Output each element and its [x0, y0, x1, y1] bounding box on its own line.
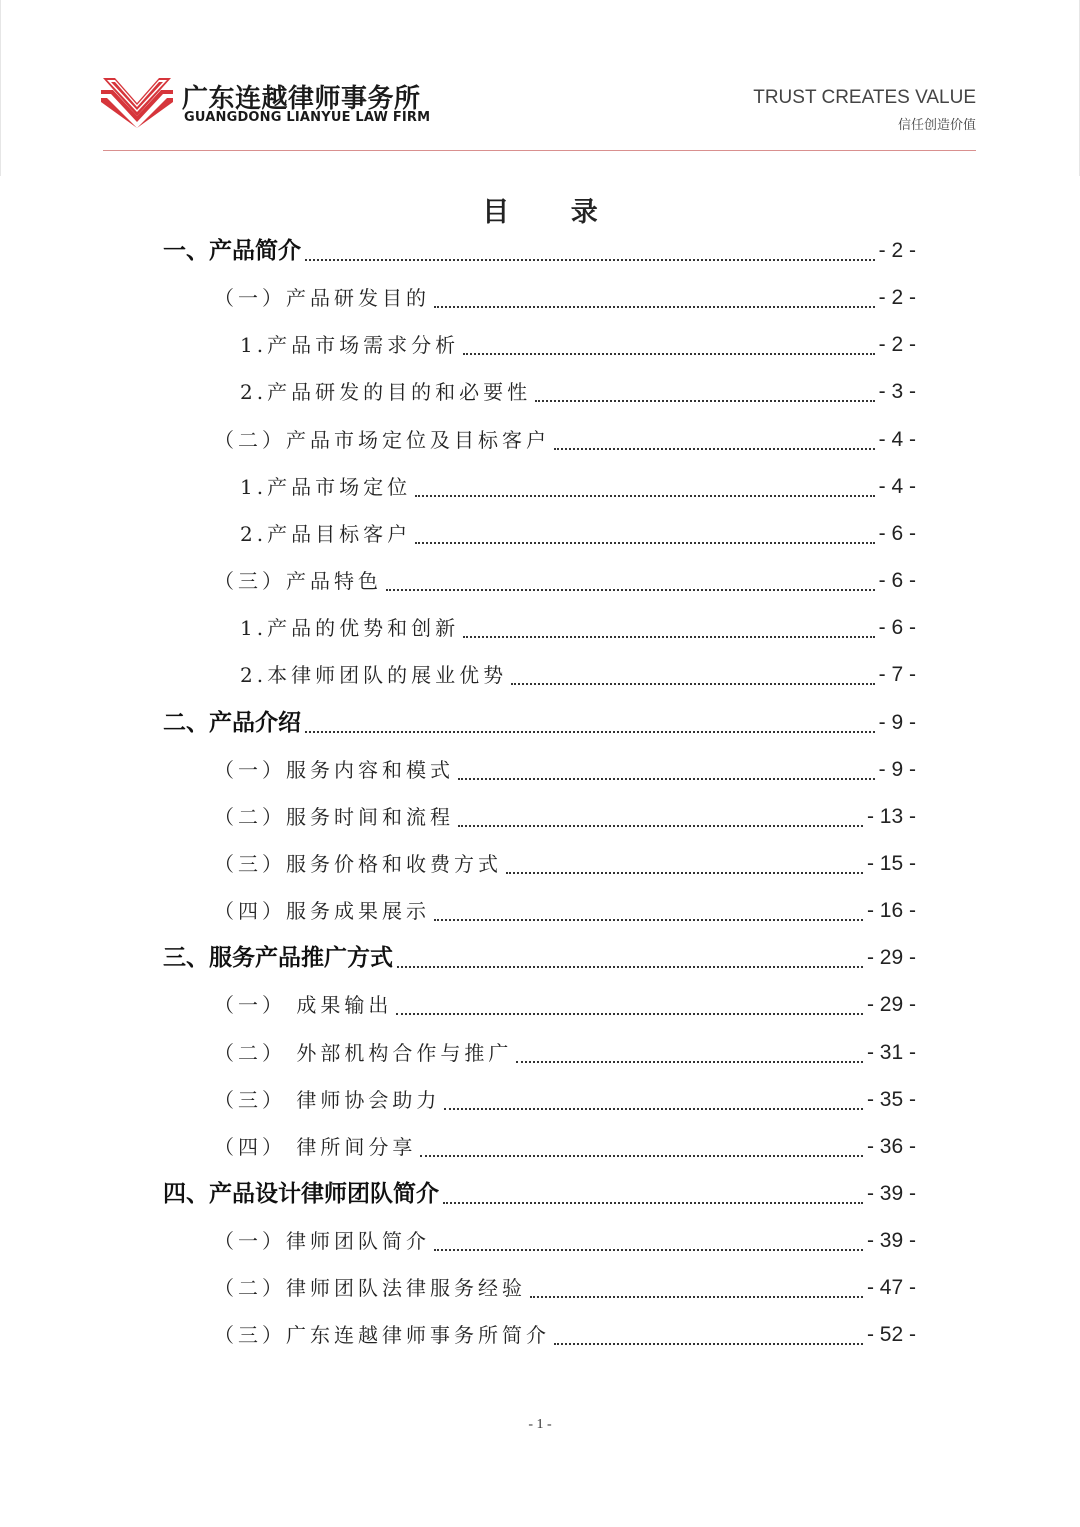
toc-dot-leader: [444, 1107, 863, 1110]
toc-entry-label: （二）产品市场定位及目标客户: [214, 428, 550, 452]
slogan-en: TRUST CREATES VALUE: [753, 87, 976, 108]
toc-entry[interactable]: [163, 942, 916, 974]
toc-dot-leader: [305, 258, 875, 261]
toc-entry-label: （三）产品特色: [214, 569, 382, 593]
toc-dot-leader: [554, 1342, 863, 1345]
toc-entry[interactable]: [214, 1037, 916, 1069]
lianyue-chevron-logo-icon: [101, 76, 173, 128]
toc-entry[interactable]: [214, 1084, 916, 1116]
toc-entry-label: 2.产品研发的目的和必要性: [240, 380, 532, 404]
header-divider: [103, 150, 976, 151]
toc-entry-page: - 31 -: [866, 1041, 916, 1064]
toc-entry-label: （四） 律所间分享: [214, 1135, 417, 1159]
toc-entry-label: 二、产品介绍: [163, 710, 301, 736]
toc-entry[interactable]: [214, 754, 916, 786]
toc-dot-leader: [434, 918, 863, 921]
toc-entry-page: - 35 -: [866, 1088, 916, 1111]
toc-entry-page: - 39 -: [866, 1182, 916, 1205]
toc-entry-label: 1.产品市场定位: [240, 475, 412, 499]
toc-entry-page: - 4 -: [878, 475, 916, 498]
toc-entry-label: （四）服务成果展示: [214, 899, 430, 923]
toc-entry-page: - 47 -: [866, 1276, 916, 1299]
toc-entry[interactable]: [240, 471, 916, 503]
toc-dot-leader: [463, 635, 875, 638]
toc-dot-leader: [397, 965, 863, 968]
toc-entry-page: - 4 -: [878, 428, 916, 451]
toc-dot-leader: [420, 1154, 863, 1157]
firm-name-cn: 广东连越律师事务所: [182, 84, 421, 114]
toc-entry[interactable]: [214, 1319, 916, 1351]
toc-entry-label: 2.产品目标客户: [240, 522, 412, 546]
toc-entry[interactable]: [163, 235, 916, 267]
firm-name-en: GUANGDONG LIANYUE LAW FIRM: [184, 110, 431, 125]
toc-entry-page: - 6 -: [878, 569, 916, 592]
toc-dot-leader: [443, 1201, 863, 1204]
toc-entry-page: - 15 -: [866, 852, 916, 875]
toc-entry-page: - 2 -: [878, 333, 916, 356]
toc-dot-leader: [506, 871, 863, 874]
toc-entry[interactable]: [240, 612, 916, 644]
toc-entry-label: （一） 成果输出: [214, 993, 393, 1017]
toc-entry-label: （一）律师团队简介: [214, 1229, 430, 1253]
toc-entry[interactable]: [214, 565, 916, 597]
toc-entry[interactable]: [214, 1272, 916, 1304]
toc-entry-page: - 7 -: [878, 663, 916, 686]
toc-dot-leader: [386, 588, 875, 591]
toc-entry-label: （三） 律师协会助力: [214, 1088, 441, 1112]
toc-dot-leader: [305, 730, 875, 733]
page-header: [0, 0, 1080, 178]
toc-entry[interactable]: [214, 848, 916, 880]
slogan-cn: 信任创造价值: [897, 118, 976, 133]
toc-dot-leader: [396, 1012, 863, 1015]
toc-entry-page: - 3 -: [878, 380, 916, 403]
toc-entry-page: - 52 -: [866, 1323, 916, 1346]
toc-entry-label: 1.产品的优势和创新: [240, 616, 460, 640]
toc-entry-page: - 39 -: [866, 1229, 916, 1252]
toc-entry-label: （一）产品研发目的: [214, 286, 430, 310]
toc-entry[interactable]: [163, 707, 916, 739]
toc-entry-label: （三）服务价格和收费方式: [214, 852, 502, 876]
page-number: - 1 -: [528, 1417, 552, 1432]
toc-dot-leader: [554, 447, 875, 450]
toc-entry-page: - 16 -: [866, 899, 916, 922]
toc-entry[interactable]: [240, 376, 916, 408]
toc-entry[interactable]: [214, 989, 916, 1021]
toc-entry-page: - 29 -: [866, 993, 916, 1016]
toc-entry[interactable]: [240, 329, 916, 361]
toc-entry-label: 1.产品市场需求分析: [240, 333, 460, 357]
toc-entry-page: - 29 -: [866, 946, 916, 969]
toc-entry[interactable]: [214, 801, 916, 833]
toc-entry-label: 2.本律师团队的展业优势: [240, 663, 508, 687]
toc-entry[interactable]: [240, 659, 916, 691]
toc-entry[interactable]: [240, 518, 916, 550]
toc-entry-label: （二）律师团队法律服务经验: [214, 1276, 526, 1300]
toc-entry[interactable]: [214, 282, 916, 314]
toc-dot-leader: [530, 1295, 863, 1298]
toc-dot-leader: [458, 777, 875, 780]
toc-dot-leader: [463, 352, 875, 355]
toc-entry-label: 四、产品设计律师团队简介: [163, 1181, 439, 1207]
toc-dot-leader: [516, 1060, 863, 1063]
toc-entry-page: - 6 -: [878, 616, 916, 639]
toc-entry-page: - 2 -: [878, 239, 916, 262]
toc-dot-leader: [511, 682, 875, 685]
toc-entry-page: - 36 -: [866, 1135, 916, 1158]
toc-dot-leader: [434, 1248, 863, 1251]
toc-entry-page: - 6 -: [878, 522, 916, 545]
toc-entry-page: - 9 -: [878, 711, 916, 734]
toc-dot-leader: [434, 305, 875, 308]
toc-entry[interactable]: [214, 1225, 916, 1257]
toc-dot-leader: [535, 399, 875, 402]
toc-entry[interactable]: [214, 1131, 916, 1163]
toc-entry-label: （三）广东连越律师事务所简介: [214, 1323, 550, 1347]
toc-dot-leader: [458, 824, 863, 827]
toc-entry-page: - 13 -: [866, 805, 916, 828]
toc-entry[interactable]: [163, 1178, 916, 1210]
toc-title: 目 录: [482, 197, 624, 228]
toc-entry[interactable]: [214, 424, 916, 456]
toc-dot-leader: [415, 494, 875, 497]
toc-entry-label: （二） 外部机构合作与推广: [214, 1041, 513, 1065]
toc-entry-page: - 9 -: [878, 758, 916, 781]
toc-entry-page: - 2 -: [878, 286, 916, 309]
toc-dot-leader: [415, 541, 875, 544]
toc-entry-label: （一）服务内容和模式: [214, 758, 454, 782]
toc-entry-label: 三、服务产品推广方式: [163, 945, 393, 971]
toc-entry-label: 一、产品简介: [163, 238, 301, 264]
toc-entry-label: （二）服务时间和流程: [214, 805, 454, 829]
toc-entry[interactable]: [214, 895, 916, 927]
